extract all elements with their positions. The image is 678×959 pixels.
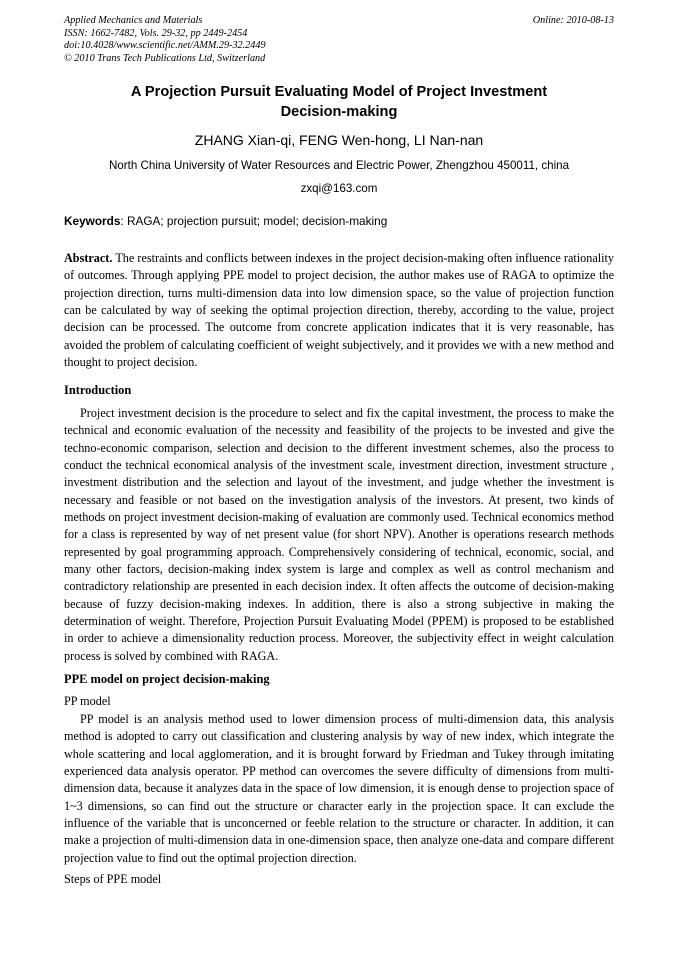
keywords-text: : RAGA; projection pursuit; model; decision-making	[120, 214, 388, 228]
abstract-text: The restraints and conflicts between indexes in the project decision-making often influence rationality of outcomes. Through applying PPE model to project decision, the author makes use of RAGA to optimize the projection direction, turns multi-dimension data into low dimension space, so the value of projection function can be calculated by way of seeking the optimal projection direction, thereby, according to the value, project decision can be processed. The outcome from concrete application indicates that it is very reasonable, has avoided the problem of calculating coefficient of weight subjectively, and it provides we with a new method and thought to project decision.	[64, 251, 614, 370]
authors: ZHANG Xian-qi, FENG Wen-hong, LI Nan-nan	[194, 132, 484, 148]
issn-line: ISSN: 1662-7482, Vols. 29-32, pp 2449-2454	[64, 27, 248, 39]
intro-heading: Introduction	[64, 383, 132, 397]
copyright-line: © 2010 Trans Tech Publications Ltd, Switzerland	[64, 52, 266, 64]
ppe-heading: PPE model on project decision-making	[64, 672, 270, 686]
journal-header	[64, 15, 266, 65]
doi-line: doi:10.4028/www.scientific.net/AMM.29-32.2449	[64, 40, 266, 52]
abstract	[64, 250, 614, 371]
journal-name: Applied Mechanics and Materials	[64, 15, 203, 26]
intro-paragraph: Project investment decision is the procedure to select and fix the capital investment, the process to make the technical and economic evaluation of the necessity and feasibility of the projects to be invested and give the techno-economic comparison, selection and decision to the different investment schemes, also the process to conduct the technical economical analysis of the investment scale, investment direction, investment structure , investment distribution and the selection and layout of the investment, and judge whether the investment is necessary and feasible or not based on the investigation analysis of the investors. At present, two kinds of methods on project investment decision-making of evaluation are commonly used. Technical economics method for a class is represented by way of net present value (for short NPV). Another is operations research methods represented by goal programming approach. Comprehensively considering of technical, economic, social, and many other factors, decision-making index system is large and complex as well as control mechanism and contradictory relationship are presented in each decision index. It often affects the outcome of decision-making because of fuzzy decision-making indexes. In addition, there is also a strong subjective in making the determination of weight. Therefore, Projection Pursuit Evaluating Model (PPEM) is proposed to be established in order to achieve a dimensionality reduction process. Moreover, the subjectivity effect in weight calculation process is solved by combined with RAGA.	[64, 406, 614, 663]
abstract-label: Abstract.	[64, 251, 113, 265]
keywords	[64, 214, 614, 228]
affiliation: North China University of Water Resources and Electric Power, Zhengzhou 450011, china	[108, 159, 570, 172]
email: zxqi@163.com	[300, 182, 378, 195]
pp-model-label: PP model	[64, 694, 111, 708]
pp-model-paragraph: PP model is an analysis method used to lower dimension process of multi-dimension data, this analysis method is adopted to carry out classification and clustering analysis by way of new index, which integrate the whole scattering and local agglomeration, and it is brought forward by Friedman and Tukey through imitating experienced data analysis operator. PP method can overcomes the severe difficulty of dimensions from multi-dimension data, because it analyzes data in the space of low dimension, it is enough dense to projection space of 1~3 dimensions, so can find out the structure or character early in the projection space. It can exclude the influence of the variable that is unconcerned or feeble relation to the structure or character. In addition, it can make a projection of multi-dimension data in one-dimension space, then analyze one-data and compare different projection value to find out the optimal projection direction.	[64, 712, 614, 865]
steps-label: Steps of PPE model	[64, 872, 162, 886]
title-line-1: A Projection Pursuit Evaluating Model of Project Investment	[130, 84, 548, 100]
online-date: Online: 2010-08-13	[532, 15, 614, 26]
title-line-2: Decision-making	[280, 104, 398, 120]
paper-title	[64, 82, 614, 122]
keywords-label: Keywords	[64, 214, 121, 228]
